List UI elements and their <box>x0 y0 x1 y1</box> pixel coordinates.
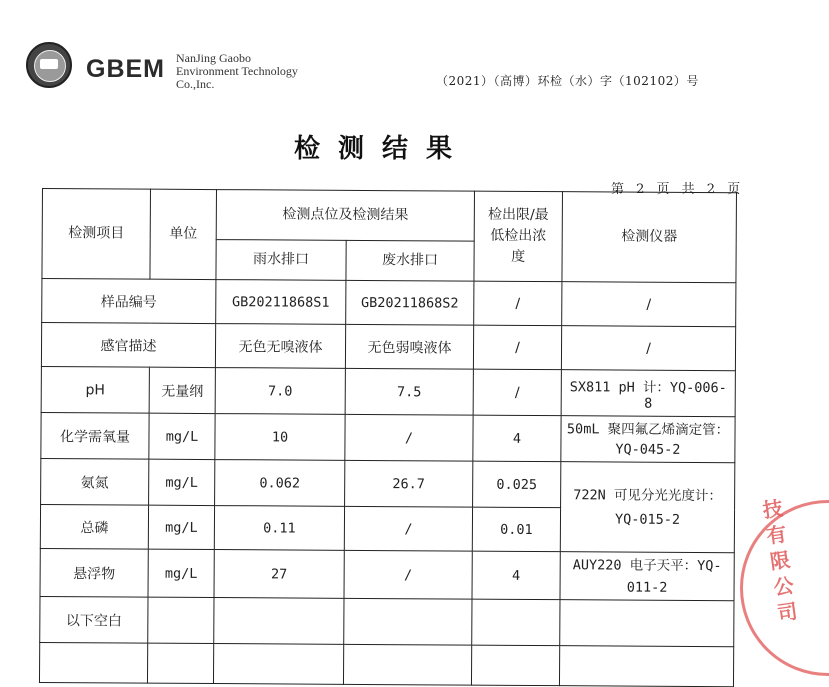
blank-cell <box>213 644 343 685</box>
brand-name: GBEM <box>86 55 165 83</box>
row-item: 化学需氧量 <box>41 412 149 459</box>
table-row <box>41 458 735 508</box>
sense-instrument: / <box>561 326 735 371</box>
sense-limit: / <box>473 325 561 370</box>
row-value-1: 0.062 <box>215 460 345 507</box>
row-value-1: 27 <box>214 550 344 599</box>
row-limit: / <box>473 369 561 416</box>
sample-value-1: GB20211868S1 <box>216 280 346 325</box>
row-unit: 无量纲 <box>149 367 215 413</box>
sample-instrument: / <box>562 282 736 327</box>
row-unit: mg/L <box>149 459 215 505</box>
row-limit <box>472 599 560 646</box>
sense-label: 感官描述 <box>41 323 215 368</box>
sample-row <box>42 279 736 327</box>
table-row <box>40 548 734 600</box>
row-value-2: / <box>345 414 473 461</box>
row-limit: 4 <box>472 551 560 600</box>
document-number: （2021）（高博）环检（水）字（102102）号 <box>436 74 699 88</box>
row-item: 总磷 <box>40 504 148 549</box>
row-limit: 0.01 <box>472 507 560 552</box>
row-value-2: / <box>344 550 472 599</box>
page-note: 第 2 页 共 2 页 <box>611 182 745 197</box>
row-unit: mg/L <box>148 549 214 597</box>
row-unit <box>148 597 214 643</box>
row-limit: 0.025 <box>473 461 561 508</box>
blank-cell <box>343 644 471 685</box>
blank-cell <box>147 643 213 683</box>
company-logo-icon <box>26 42 72 88</box>
header-limit: 检出限/最低检出浓度 <box>474 191 563 282</box>
header-group: 检测点位及检测结果 <box>216 190 474 242</box>
header-instrument: 检测仪器 <box>562 192 737 283</box>
blank-row <box>39 642 733 686</box>
sample-label: 样品编号 <box>42 279 216 324</box>
row-unit: mg/L <box>149 413 215 459</box>
row-instrument <box>560 600 734 647</box>
row-instrument: 50mL 聚四氟乙烯滴定管：YQ-045-2 <box>561 416 735 463</box>
header-item: 检测项目 <box>42 189 151 280</box>
row-instrument: 722N 可见分光光度计：YQ-015-2 <box>560 462 735 553</box>
page-title: 检测结果 <box>294 134 471 164</box>
seal-text: 技有限公司 <box>761 495 799 626</box>
sense-row <box>41 323 735 371</box>
row-value-1: 0.11 <box>214 506 344 551</box>
sample-limit: / <box>474 281 562 326</box>
row-item: 以下空白 <box>40 596 148 643</box>
sense-value-1: 无色无嗅液体 <box>215 324 345 369</box>
company-line-3: Co.,Inc. <box>176 77 215 91</box>
result-table <box>39 188 737 687</box>
row-item: 悬浮物 <box>40 548 148 597</box>
row-value-2: 26.7 <box>345 460 473 507</box>
row-value-1: 7.0 <box>215 368 345 415</box>
header-point-1: 雨水排口 <box>216 240 346 281</box>
row-instrument: SX811 pH 计：YQ-006-8 <box>561 370 735 417</box>
header-row-1 <box>42 189 736 243</box>
sense-value-2: 无色弱嗅液体 <box>345 324 473 369</box>
blank-cell <box>471 645 559 686</box>
row-value-2 <box>344 598 472 645</box>
row-instrument: AUY220 电子天平：YQ-011-2 <box>560 552 734 601</box>
row-unit: mg/L <box>148 505 214 549</box>
row-value-1 <box>214 598 344 645</box>
row-value-2: / <box>344 506 472 551</box>
table-row <box>41 412 735 462</box>
company-line-1: NanJing Gaobo <box>176 51 251 65</box>
row-item: pH <box>41 366 149 413</box>
header-unit: 单位 <box>150 189 217 279</box>
blank-cell <box>39 642 147 683</box>
sample-value-2: GB20211868S2 <box>346 280 474 325</box>
row-value-2: 7.5 <box>345 368 473 415</box>
table-row <box>40 596 734 646</box>
table-row <box>41 366 735 416</box>
header-point-2: 废水排口 <box>346 240 474 281</box>
row-limit: 4 <box>473 415 561 462</box>
row-value-1: 10 <box>215 414 345 461</box>
company-line-2: Environment Technology <box>176 64 298 78</box>
row-item: 氨氮 <box>41 458 149 505</box>
company-name <box>176 52 298 91</box>
